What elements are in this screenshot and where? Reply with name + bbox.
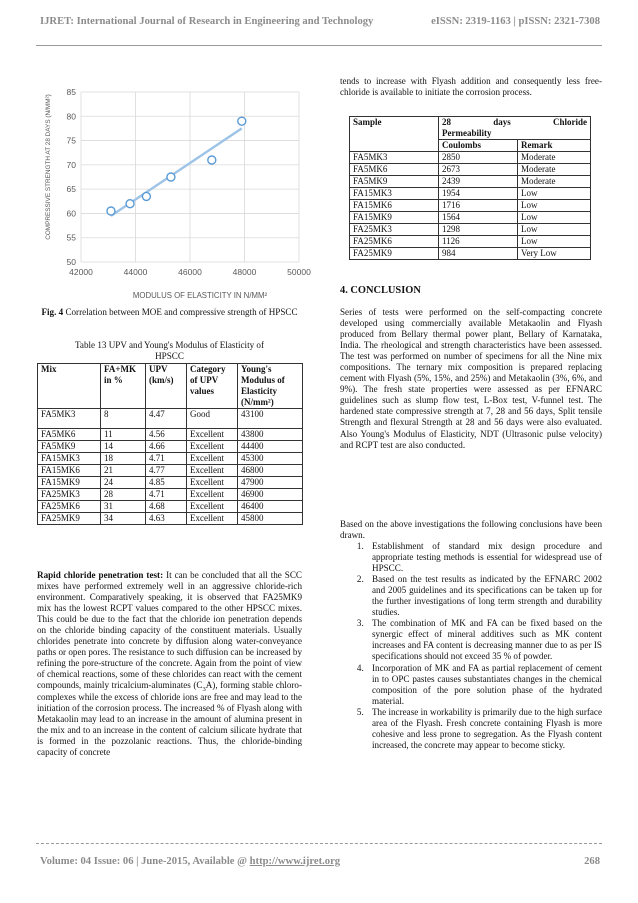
- data-point: [208, 156, 216, 164]
- x-tick-label: 44000: [123, 267, 148, 277]
- rcpt-cell: Low: [518, 224, 591, 236]
- table13-cell: FA15MK6: [38, 465, 101, 477]
- fig4-caption: [37, 307, 302, 318]
- table13-cell: 46900: [238, 489, 303, 501]
- chart-svg: [37, 76, 311, 304]
- table13-header-upv: UPV (km/s): [146, 364, 187, 409]
- conclusion-list-wrap: [340, 541, 602, 751]
- table13-cell: Excellent: [187, 429, 238, 441]
- table13-cell: 31: [101, 501, 146, 513]
- rcpt-cell: Moderate: [518, 164, 591, 176]
- rcpt-cell: FA25MK3: [350, 224, 439, 236]
- rcpt-cell: 1716: [439, 200, 518, 212]
- rcpt-cell: Low: [518, 200, 591, 212]
- table13-row: [38, 513, 303, 525]
- x-axis-label: MODULUS OF ELASTICITY IN N/MM²: [132, 291, 268, 300]
- conclusion-heading: 4. CONCLUSION: [340, 285, 421, 296]
- data-point: [167, 173, 175, 181]
- rcpt-cell: 984: [439, 248, 518, 260]
- table13-row: [38, 441, 303, 453]
- table13-cell: 14: [101, 441, 146, 453]
- table13-cell: 45800: [238, 513, 303, 525]
- rcpt-header-perm: Permeability: [442, 128, 492, 138]
- table13-row: [38, 409, 303, 429]
- rcpt-cell: FA5MK9: [350, 176, 439, 188]
- rcpt-lead: Rapid chloride penetration test:: [37, 570, 164, 580]
- table13-cell: FA25MK9: [38, 513, 101, 525]
- rcpt-header-28: 28: [442, 117, 451, 127]
- rcpt-header-chloride: Chloride: [552, 117, 587, 127]
- table13-cell: 4.71: [146, 453, 187, 465]
- data-point: [142, 192, 150, 200]
- conclusion-para-1: Series of tests were performed on the self-compacting concrete developed using commercially available Metakaolin and Flyash produced from Bellary thermal power plant, Bellary of Karnataka, India. The rheological and strength characteristics have been assessed. The test was performed on number of specimens for all the Nine mix compositions. The ternary mix composition is prepared replacing cement with Flyash (5%, 15%, and 25%) and Metakaolin (3%, 6%, and 9%). The fresh state properties were assessed as per EFNARC guidelines such as slump flow test, L-Box test, V-funnel test. The hardened state compressive strength at 7, 28 and 56 days, Split tensile Strength and flexural Strength at 28 and 56 days were also evaluated. Also Young's Modulus of Elasticity, NDT (Ultrasonic pulse velocity) and RCPT test are also conducted.: [340, 307, 602, 450]
- fig4-caption-text: Correlation between MOE and compressive strength of HPSCC: [63, 307, 298, 317]
- rcpt-header-remark: Remark: [518, 140, 591, 152]
- rcpt-cell: Low: [518, 188, 591, 200]
- table13-cell: 8: [101, 409, 146, 429]
- table13-cell: 4.56: [146, 429, 187, 441]
- conclusion-item: 5. The increase in workability is primarily due to the high surface area of the Flyash. Fresh concrete containing Flyash is more cohesive and less prone to segregation. As the Flyash content increased, the concrete may appear to become sticky.: [366, 707, 602, 751]
- rcpt-sub-3: 3: [202, 686, 206, 694]
- data-point: [238, 117, 246, 125]
- table13-cell: Excellent: [187, 489, 238, 501]
- rcpt-cell: 2673: [439, 164, 518, 176]
- table13-cell: 46400: [238, 501, 303, 513]
- table13-cell: 21: [101, 465, 146, 477]
- rcpt-cell: Moderate: [518, 176, 591, 188]
- table13-cell: 4.77: [146, 465, 187, 477]
- rcpt-row: [350, 248, 591, 260]
- table13-cell: FA25MK3: [38, 489, 101, 501]
- x-tick-label: 50000: [287, 267, 311, 277]
- table13-cell: 11: [101, 429, 146, 441]
- rcpt-cell: FA5MK3: [350, 152, 439, 164]
- table13-cell: 47900: [238, 477, 303, 489]
- y-tick-label: 70: [66, 159, 76, 170]
- data-point: [126, 200, 134, 208]
- rcpt-cell: 1126: [439, 236, 518, 248]
- rcpt-table-body: [350, 117, 591, 260]
- rcpt-cell: Very Low: [518, 248, 591, 260]
- table13-cell: 4.71: [146, 489, 187, 501]
- y-tick-label: 80: [66, 111, 76, 122]
- rcpt-cell: FA15MK9: [350, 212, 439, 224]
- rcpt-cell: Low: [518, 212, 591, 224]
- table13-cell: 45300: [238, 453, 303, 465]
- table13-row: [38, 429, 303, 441]
- rcpt-row: [350, 188, 591, 200]
- journal-title: IJRET: International Journal of Research in Engineering and Technology: [40, 16, 374, 27]
- rcpt-cell: Low: [518, 236, 591, 248]
- conclusion-list: [340, 541, 602, 751]
- rcpt-cell: 2850: [439, 152, 518, 164]
- table13-cell: 24: [101, 477, 146, 489]
- rcpt-row: [350, 200, 591, 212]
- table13-cell: 34: [101, 513, 146, 525]
- x-tick-label: 46000: [178, 267, 202, 277]
- y-tick-label: 60: [66, 208, 76, 219]
- rcpt-body-2: A), forming stable chloro-complexes while the excess of chloride ions are free and may lead to the initiation of the corrosion process. The increased % of Flyash along with Metakaolin may lead to an increase in the amount of alumina present in the mix and to an increase in the content of calcium silicate hydrate that is formed in the pozzolanic reactions. Thus, the chloride-binding capacity of concrete: [37, 680, 302, 757]
- table13-row: [38, 501, 303, 513]
- footer-volume: Volume: 04 Issue: 06 | June-2015, Available @: [40, 856, 250, 867]
- rcpt-cell: 1954: [439, 188, 518, 200]
- conclusion-item: 1. Establishment of standard mix design procedure and appropriate testing methods is essential for widespread use of HPSCC.: [366, 541, 602, 574]
- table13-cell: FA15MK3: [38, 453, 101, 465]
- table13-title: Table 13 UPV and Young's Modulus of Elasticity of HPSCC: [74, 340, 265, 362]
- table13-cell: Good: [187, 409, 238, 429]
- table13-cell: Excellent: [187, 513, 238, 525]
- running-footer: [40, 856, 600, 867]
- table13-cell: FA5MK9: [38, 441, 101, 453]
- footer-rule: [36, 843, 602, 844]
- table13-row: [38, 465, 303, 477]
- right-top-paragraph: tends to increase with Flyash addition and consequently less free-chloride is available to initiate the corrosion process.: [340, 76, 602, 98]
- table13-cell: 43100: [238, 409, 303, 429]
- rcpt-row: [350, 212, 591, 224]
- table13-cell: 46800: [238, 465, 303, 477]
- rcpt-paragraph: [37, 570, 302, 758]
- rcpt-body-1: It can be concluded that all the SCC mixes have performed extremely well in an aggressive chloride-rich environment. Comparatively speaking, it is observed that FA25MK9 mix has the lowest RCPT values compared to the other HPSCC mixes. This could be due to the fact that the chloride ion penetration depends on the chloride binding capacity of the constituent materials. Usually chlorides penetrate into concrete by diffusion along water-conveyance paths or open pores. The resistance to such diffusion can be increased by refining the pore-structure of the concrete. Again from the point of view of chemical reactions, some of these chlorides can react with the cement compounds, mainly tricalcium-aluminates (C: [37, 570, 302, 691]
- table13-cell: 4.66: [146, 441, 187, 453]
- rcpt-cell: 1298: [439, 224, 518, 236]
- table13-cell: FA5MK3: [38, 409, 101, 429]
- rcpt-cell: FA25MK6: [350, 236, 439, 248]
- rcpt-row: [350, 224, 591, 236]
- conclusion-item: 3. The combination of MK and FA can be fixed based on the synergic effect of mineral additives such as MK content increases and FA content is decreasing manner due to as per IS specifications should not exceed 35 % of powder.: [366, 618, 602, 662]
- table13-cell: FA15MK9: [38, 477, 101, 489]
- conclusion-para-2: Based on the above investigations the following conclusions have been drawn.: [340, 519, 602, 541]
- rcpt-cell: FA25MK9: [350, 248, 439, 260]
- issn: eISSN: 2319-1163 | pISSN: 2321-7308: [431, 16, 600, 27]
- rcpt-cell: FA5MK6: [350, 164, 439, 176]
- footer-url-link[interactable]: http://www.ijret.org: [249, 856, 341, 867]
- table13-row: [38, 489, 303, 501]
- rcpt-header-permeability: [439, 117, 591, 140]
- data-point: [107, 207, 115, 215]
- rcpt-row: [350, 164, 591, 176]
- table13-cell: 4.47: [146, 409, 187, 429]
- y-tick-label: 65: [66, 184, 76, 195]
- table13-header-mix: Mix: [38, 364, 101, 409]
- rcpt-table: [349, 116, 591, 260]
- table13-cell: FA25MK6: [38, 501, 101, 513]
- fig4-label: Fig. 4: [41, 307, 64, 317]
- rcpt-header-row-1: [350, 117, 591, 140]
- table13-cell: Excellent: [187, 453, 238, 465]
- table13-cell: FA5MK6: [38, 429, 101, 441]
- table13-row: [38, 477, 303, 489]
- table13-cell: 28: [101, 489, 146, 501]
- y-tick-label: 75: [66, 135, 76, 146]
- rcpt-cell: 2439: [439, 176, 518, 188]
- table13-header-category: Category of UPV values: [187, 364, 238, 409]
- running-header: [40, 16, 600, 27]
- conclusion-item: 2. Based on the test results as indicated by the EFNARC 2002 and 2005 guidelines and its specifications can be taken up for the further investigations of long term strength and durability studies.: [366, 574, 602, 618]
- rcpt-header-sample: Sample: [350, 117, 439, 152]
- conclusion-item: 4. Incorporation of MK and FA as partial replacement of cement in to OPC pastes causes substantiates changes in the chemical composition of the pore solution phase of the hydrated material.: [366, 663, 602, 707]
- rcpt-row: [350, 236, 591, 248]
- rcpt-cell: 1564: [439, 212, 518, 224]
- table13-body: [38, 409, 303, 525]
- rcpt-header-days: days: [493, 117, 511, 127]
- table13-cell: 44400: [238, 441, 303, 453]
- fig4-chart: [37, 76, 311, 304]
- table13-cell: Excellent: [187, 477, 238, 489]
- rcpt-cell: FA15MK6: [350, 200, 439, 212]
- y-axis-label: COMPRESSIVE STRENGTH AT 28 DAYS (N/MM²): [45, 94, 52, 240]
- table13-cell: Excellent: [187, 501, 238, 513]
- rcpt-cell: FA15MK3: [350, 188, 439, 200]
- table13-cell: 43800: [238, 429, 303, 441]
- y-tick-label: 50: [66, 257, 76, 267]
- table13-header-ym: Young's Modulus of Elasticity (N/mm²): [238, 364, 303, 409]
- table13-cell: 4.63: [146, 513, 187, 525]
- header-rule: [36, 45, 602, 46]
- page-number: 268: [584, 856, 600, 867]
- rcpt-row: [350, 176, 591, 188]
- rcpt-row: [350, 152, 591, 164]
- table13-cell: Excellent: [187, 465, 238, 477]
- table13-header-row: [38, 364, 303, 409]
- table13: [37, 363, 303, 525]
- table13-row: [38, 453, 303, 465]
- table13-cell: Excellent: [187, 441, 238, 453]
- x-tick-label: 48000: [232, 267, 257, 277]
- table13-cell: 4.85: [146, 477, 187, 489]
- table13-header-famk: FA+MK in %: [101, 364, 146, 409]
- x-tick-label: 42000: [69, 267, 93, 277]
- rcpt-cell: Moderate: [518, 152, 591, 164]
- y-tick-label: 85: [66, 87, 76, 97]
- table13-cell: 4.68: [146, 501, 187, 513]
- table13-cell: 18: [101, 453, 146, 465]
- rcpt-header-coulombs: Coulombs: [439, 140, 518, 152]
- y-tick-label: 55: [66, 232, 76, 243]
